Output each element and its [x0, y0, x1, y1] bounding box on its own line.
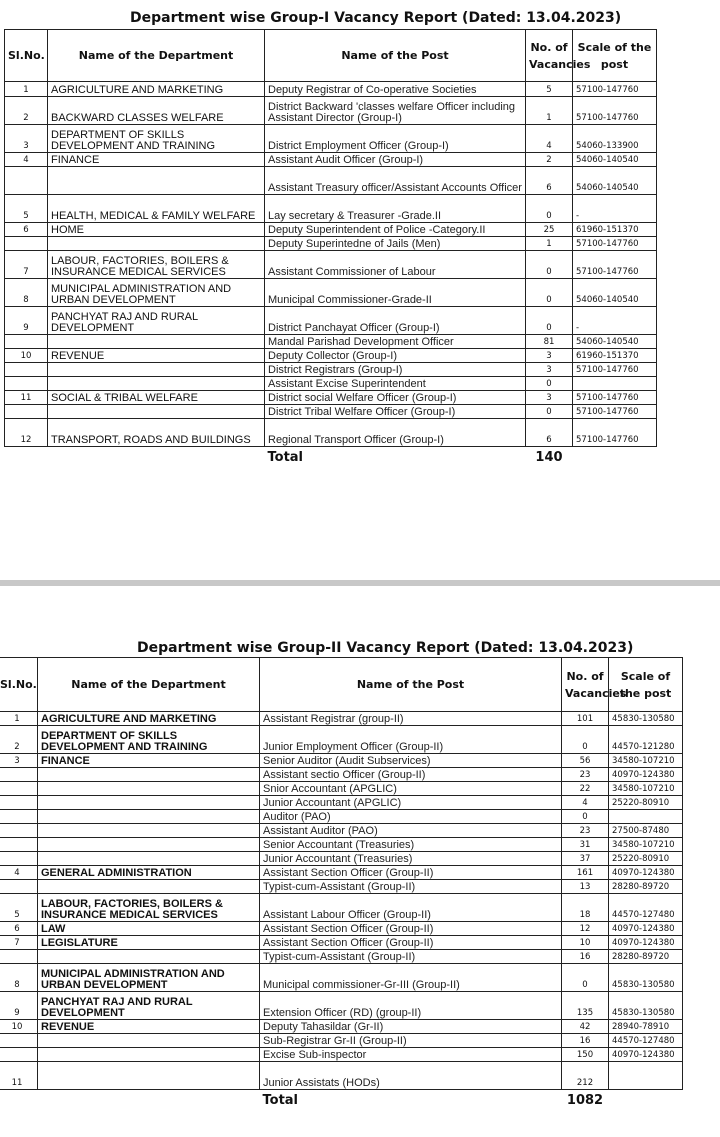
table-row: [5, 391, 657, 405]
row-post: Snior Accountant (APGLIC): [260, 782, 562, 796]
row-department: FINANCE: [38, 754, 260, 768]
row-department: MUNICIPAL ADMINISTRATION AND URBAN DEVELOPMENT: [48, 279, 265, 307]
row-post: Auditor (PAO): [260, 810, 562, 824]
row-vacancies: 4: [526, 125, 573, 153]
row-vacancies: 16: [562, 950, 609, 964]
row-department: [38, 810, 260, 824]
row-sl: 2: [5, 97, 48, 125]
row-vacancies: 0: [526, 195, 573, 223]
row-scale: -: [573, 307, 657, 335]
row-vacancies: 101: [562, 712, 609, 726]
row-scale: 25220-80910: [609, 796, 683, 810]
group1-vacancy-table: [4, 29, 657, 463]
row-post: Excise Sub-inspector: [260, 1048, 562, 1062]
row-post: Assistant Commissioner of Labour: [265, 251, 526, 279]
table-row: [0, 712, 683, 726]
row-sl: [5, 405, 48, 419]
row-scale: 57100-147760: [573, 391, 657, 405]
row-vacancies: 161: [562, 866, 609, 880]
table-row: [5, 307, 657, 335]
row-sl: 9: [5, 307, 48, 335]
row-vacancies: 0: [526, 377, 573, 391]
row-vacancies: 1: [526, 237, 573, 251]
row-department: [48, 167, 265, 195]
table-row: [5, 223, 657, 237]
row-vacancies: 3: [526, 391, 573, 405]
row-post: District Panchayat Officer (Group-I): [265, 307, 526, 335]
row-department: [38, 1034, 260, 1048]
row-scale: 40970-124380: [609, 866, 683, 880]
row-vacancies: 2: [526, 153, 573, 167]
row-department: DEPARTMENT OF SKILLS DEVELOPMENT AND TRAINING: [38, 726, 260, 754]
row-scale: [609, 810, 683, 824]
header-post: Name of the Post: [265, 30, 526, 82]
row-scale: 45830-130580: [609, 964, 683, 992]
row-post: Assistant Section Officer (Group-II): [260, 936, 562, 950]
report2-title: Department wise Group-II Vacancy Report (Dated: 13.04.2023): [137, 640, 634, 656]
total-label: Total: [267, 449, 304, 465]
row-sl: [0, 950, 38, 964]
row-department: SOCIAL & TRIBAL WELFARE: [48, 391, 265, 405]
table-row: [0, 1062, 683, 1090]
table-row: [5, 405, 657, 419]
row-post: District Tribal Welfare Officer (Group-I): [265, 405, 526, 419]
table-row: [0, 726, 683, 754]
row-scale: [609, 1062, 683, 1090]
row-vacancies: 37: [562, 852, 609, 866]
row-department: [48, 237, 265, 251]
row-scale: 54060-140540: [573, 167, 657, 195]
row-post: District Registrars (Group-I): [265, 363, 526, 377]
row-department: TRANSPORT, ROADS AND BUILDINGS: [48, 419, 265, 447]
row-scale: 40970-124380: [609, 922, 683, 936]
table-row: [5, 349, 657, 363]
row-scale: 54060-140540: [573, 279, 657, 307]
row-department: AGRICULTURE AND MARKETING: [38, 712, 260, 726]
row-vacancies: 0: [562, 964, 609, 992]
row-scale: 57100-147760: [573, 237, 657, 251]
row-scale: 57100-147760: [573, 419, 657, 447]
row-vacancies: 0: [562, 810, 609, 824]
row-vacancies: 16: [562, 1034, 609, 1048]
row-post: District Backward 'classes welfare Officer including Assistant Director (Group-I): [265, 97, 526, 125]
row-post: Junior Accountant (Treasuries): [260, 852, 562, 866]
total-value: 1082: [566, 1092, 604, 1108]
row-sl: 5: [0, 894, 38, 922]
row-department: [38, 880, 260, 894]
row-department: HEALTH, MEDICAL & FAMILY WELFARE: [48, 195, 265, 223]
row-scale: 34580-107210: [609, 754, 683, 768]
row-scale: 28280-89720: [609, 880, 683, 894]
table-row: [0, 782, 683, 796]
row-sl: 8: [0, 964, 38, 992]
row-scale: 57100-147760: [573, 405, 657, 419]
table-row: [5, 335, 657, 349]
row-vacancies: 3: [526, 363, 573, 377]
row-vacancies: 56: [562, 754, 609, 768]
row-post: Assistant Section Officer (Group-II): [260, 866, 562, 880]
row-vacancies: 25: [526, 223, 573, 237]
row-post: Junior Accountant (APGLIC): [260, 796, 562, 810]
row-post: Assistant Excise Superintendent: [265, 377, 526, 391]
row-post: Assistant sectio Officer (Group-II): [260, 768, 562, 782]
row-post: District Employment Officer (Group-I): [265, 125, 526, 153]
row-department: [38, 768, 260, 782]
row-sl: 4: [5, 153, 48, 167]
table-row: [5, 377, 657, 391]
row-vacancies: 23: [562, 768, 609, 782]
row-scale: 40970-124380: [609, 936, 683, 950]
row-sl: [0, 1034, 38, 1048]
table-row: [0, 866, 683, 880]
row-sl: [0, 796, 38, 810]
row-scale: 54060-133900: [573, 125, 657, 153]
table-row: [5, 97, 657, 125]
row-scale: 44570-127480: [609, 1034, 683, 1048]
row-sl: [0, 838, 38, 852]
row-sl: [0, 852, 38, 866]
table-row: [5, 363, 657, 377]
row-vacancies: 0: [526, 307, 573, 335]
table-row: [0, 992, 683, 1020]
header-vacancies: No. of Vacancies: [562, 658, 609, 712]
row-scale: 45830-130580: [609, 712, 683, 726]
row-scale: 54060-140540: [573, 335, 657, 349]
header-sl: Sl.No.: [0, 658, 38, 712]
row-sl: [0, 810, 38, 824]
row-vacancies: 0: [562, 726, 609, 754]
table-row: [0, 880, 683, 894]
row-sl: [5, 363, 48, 377]
row-post: Assistant Audit Officer (Group-I): [265, 153, 526, 167]
row-scale: 57100-147760: [573, 97, 657, 125]
row-vacancies: 23: [562, 824, 609, 838]
row-department: [48, 377, 265, 391]
table-row: [0, 824, 683, 838]
row-scale: 57100-147760: [573, 82, 657, 97]
row-department: LABOUR, FACTORIES, BOILERS & INSURANCE MEDICAL SERVICES: [38, 894, 260, 922]
row-vacancies: 22: [562, 782, 609, 796]
row-vacancies: 18: [562, 894, 609, 922]
row-department: [48, 405, 265, 419]
row-post: Deputy Registrar of Co-operative Societies: [265, 82, 526, 97]
table-row: [0, 810, 683, 824]
table-row: [5, 237, 657, 251]
table-row: [0, 964, 683, 992]
row-department: REVENUE: [38, 1020, 260, 1034]
row-scale: 28940-78910: [609, 1020, 683, 1034]
row-vacancies: 13: [562, 880, 609, 894]
row-vacancies: 150: [562, 1048, 609, 1062]
row-scale: 57100-147760: [573, 363, 657, 377]
row-department: [48, 335, 265, 349]
row-post: Municipal Commissioner-Grade-II: [265, 279, 526, 307]
table-row: [0, 796, 683, 810]
row-department: FINANCE: [48, 153, 265, 167]
table-row: [0, 838, 683, 852]
row-vacancies: 6: [526, 419, 573, 447]
row-sl: 6: [0, 922, 38, 936]
row-sl: [5, 377, 48, 391]
row-post: Assistant Labour Officer (Group-II): [260, 894, 562, 922]
row-post: Municipal commissioner-Gr-III (Group-II): [260, 964, 562, 992]
row-sl: 7: [0, 936, 38, 950]
row-department: MUNICIPAL ADMINISTRATION AND URBAN DEVELOPMENT: [38, 964, 260, 992]
row-post: Junior Employment Officer (Group-II): [260, 726, 562, 754]
header-post: Name of the Post: [260, 658, 562, 712]
row-vacancies: 3: [526, 349, 573, 363]
row-department: [38, 1062, 260, 1090]
row-post: Deputy Collector (Group-I): [265, 349, 526, 363]
table-row: [5, 82, 657, 97]
row-department: [38, 796, 260, 810]
row-vacancies: 6: [526, 167, 573, 195]
total-row: [0, 1090, 683, 1106]
row-sl: 8: [5, 279, 48, 307]
row-scale: 34580-107210: [609, 782, 683, 796]
table-row: [5, 167, 657, 195]
row-scale: 44570-121280: [609, 726, 683, 754]
row-post: Lay secretary & Treasurer -Grade.II: [265, 195, 526, 223]
row-vacancies: 12: [562, 922, 609, 936]
row-post: Typist-cum-Assistant (Group-II): [260, 880, 562, 894]
row-post: Mandal Parishad Development Officer: [265, 335, 526, 349]
table-row: [5, 153, 657, 167]
row-sl: [0, 768, 38, 782]
header-scale: Scale of the post: [609, 658, 683, 712]
row-sl: 3: [0, 754, 38, 768]
row-scale: 57100-147760: [573, 251, 657, 279]
row-vacancies: 0: [526, 405, 573, 419]
row-post: Assistant Section Officer (Group-II): [260, 922, 562, 936]
header-dept: Name of the Department: [48, 30, 265, 82]
row-post: Extension Officer (RD) (group-II): [260, 992, 562, 1020]
table-row: [0, 950, 683, 964]
row-post: Typist-cum-Assistant (Group-II): [260, 950, 562, 964]
row-post: Assistant Registrar (group-II): [260, 712, 562, 726]
row-vacancies: 31: [562, 838, 609, 852]
row-department: PANCHYAT RAJ AND RURAL DEVELOPMENT: [38, 992, 260, 1020]
row-department: LEGISLATURE: [38, 936, 260, 950]
row-scale: 61960-151370: [573, 349, 657, 363]
row-post: Deputy Superintedne of Jails (Men): [265, 237, 526, 251]
row-post: Deputy Superintendent of Police -Category.II: [265, 223, 526, 237]
row-vacancies: 212: [562, 1062, 609, 1090]
row-post: Sub-Registrar Gr-II (Group-II): [260, 1034, 562, 1048]
row-department: [38, 1048, 260, 1062]
row-sl: 1: [0, 712, 38, 726]
row-sl: 3: [5, 125, 48, 153]
table-row: [0, 768, 683, 782]
table-row: [0, 936, 683, 950]
row-vacancies: 1: [526, 97, 573, 125]
row-sl: [5, 335, 48, 349]
row-sl: 1: [5, 82, 48, 97]
row-sl: 11: [0, 1062, 38, 1090]
row-sl: 10: [0, 1020, 38, 1034]
row-vacancies: 10: [562, 936, 609, 950]
row-department: BACKWARD CLASSES WELFARE: [48, 97, 265, 125]
row-post: District social Welfare Officer (Group-I): [265, 391, 526, 405]
row-post: Regional Transport Officer (Group-I): [265, 419, 526, 447]
row-department: [38, 824, 260, 838]
row-scale: 45830-130580: [609, 992, 683, 1020]
header-dept: Name of the Department: [38, 658, 260, 712]
row-scale: 44570-127480: [609, 894, 683, 922]
row-department: AGRICULTURE AND MARKETING: [48, 82, 265, 97]
total-value: 140: [535, 449, 563, 465]
row-scale: 40970-124380: [609, 1048, 683, 1062]
row-sl: [0, 782, 38, 796]
table-row: [5, 419, 657, 447]
row-sl: 2: [0, 726, 38, 754]
row-post: Deputy Tahasildar (Gr-II): [260, 1020, 562, 1034]
row-department: LAW: [38, 922, 260, 936]
row-sl: 7: [5, 251, 48, 279]
header-scale: Scale of the post: [573, 30, 657, 82]
row-vacancies: 5: [526, 82, 573, 97]
row-scale: -: [573, 195, 657, 223]
row-department: [38, 852, 260, 866]
row-sl: [0, 880, 38, 894]
total-label: Total: [262, 1092, 299, 1108]
row-department: GENERAL ADMINISTRATION: [38, 866, 260, 880]
row-department: HOME: [48, 223, 265, 237]
row-scale: 28280-89720: [609, 950, 683, 964]
row-post: Junior Assistats (HODs): [260, 1062, 562, 1090]
table-row: [5, 251, 657, 279]
table-row: [0, 852, 683, 866]
table-row: [0, 1048, 683, 1062]
total-row: [5, 447, 657, 463]
row-vacancies: 0: [526, 251, 573, 279]
table-row: [0, 922, 683, 936]
row-sl: [0, 1048, 38, 1062]
header-vacancies: No. of Vacancies: [526, 30, 573, 82]
row-department: [48, 363, 265, 377]
row-post: Assistant Auditor (PAO): [260, 824, 562, 838]
row-scale: 61960-151370: [573, 223, 657, 237]
row-department: LABOUR, FACTORIES, BOILERS & INSURANCE MEDICAL SERVICES: [48, 251, 265, 279]
row-post: Senior Accountant (Treasuries): [260, 838, 562, 852]
row-scale: 34580-107210: [609, 838, 683, 852]
row-department: [38, 782, 260, 796]
report1-title: Department wise Group-I Vacancy Report (Dated: 13.04.2023): [130, 10, 622, 26]
table-row: [0, 1020, 683, 1034]
page-separator: [0, 580, 720, 586]
row-department: PANCHYAT RAJ AND RURAL DEVELOPMENT: [48, 307, 265, 335]
table-row: [0, 754, 683, 768]
table-row: [5, 279, 657, 307]
row-department: REVENUE: [48, 349, 265, 363]
row-sl: 12: [5, 419, 48, 447]
table-row: [5, 195, 657, 223]
row-scale: 54060-140540: [573, 153, 657, 167]
row-sl: 6: [5, 223, 48, 237]
row-scale: 27500-87480: [609, 824, 683, 838]
header-sl: Sl.No.: [5, 30, 48, 82]
group2-vacancy-table: [0, 657, 683, 1106]
table-row: [5, 125, 657, 153]
row-vacancies: 135: [562, 992, 609, 1020]
row-scale: [573, 377, 657, 391]
row-sl: 10: [5, 349, 48, 363]
row-vacancies: 0: [526, 279, 573, 307]
table-row: [0, 1034, 683, 1048]
row-sl: 11: [5, 391, 48, 405]
row-scale: 40970-124380: [609, 768, 683, 782]
row-sl: 4: [0, 866, 38, 880]
row-scale: 25220-80910: [609, 852, 683, 866]
table-row: [0, 894, 683, 922]
row-vacancies: 81: [526, 335, 573, 349]
row-post: Assistant Treasury officer/Assistant Accounts Officer: [265, 167, 526, 195]
row-vacancies: 4: [562, 796, 609, 810]
row-sl: [0, 824, 38, 838]
row-sl: [5, 237, 48, 251]
row-department: [38, 950, 260, 964]
row-vacancies: 42: [562, 1020, 609, 1034]
row-sl: 5: [5, 195, 48, 223]
row-department: DEPARTMENT OF SKILLS DEVELOPMENT AND TRAINING: [48, 125, 265, 153]
row-sl: [5, 167, 48, 195]
row-post: Senior Auditor (Audit Subservices): [260, 754, 562, 768]
row-department: [38, 838, 260, 852]
row-sl: 9: [0, 992, 38, 1020]
